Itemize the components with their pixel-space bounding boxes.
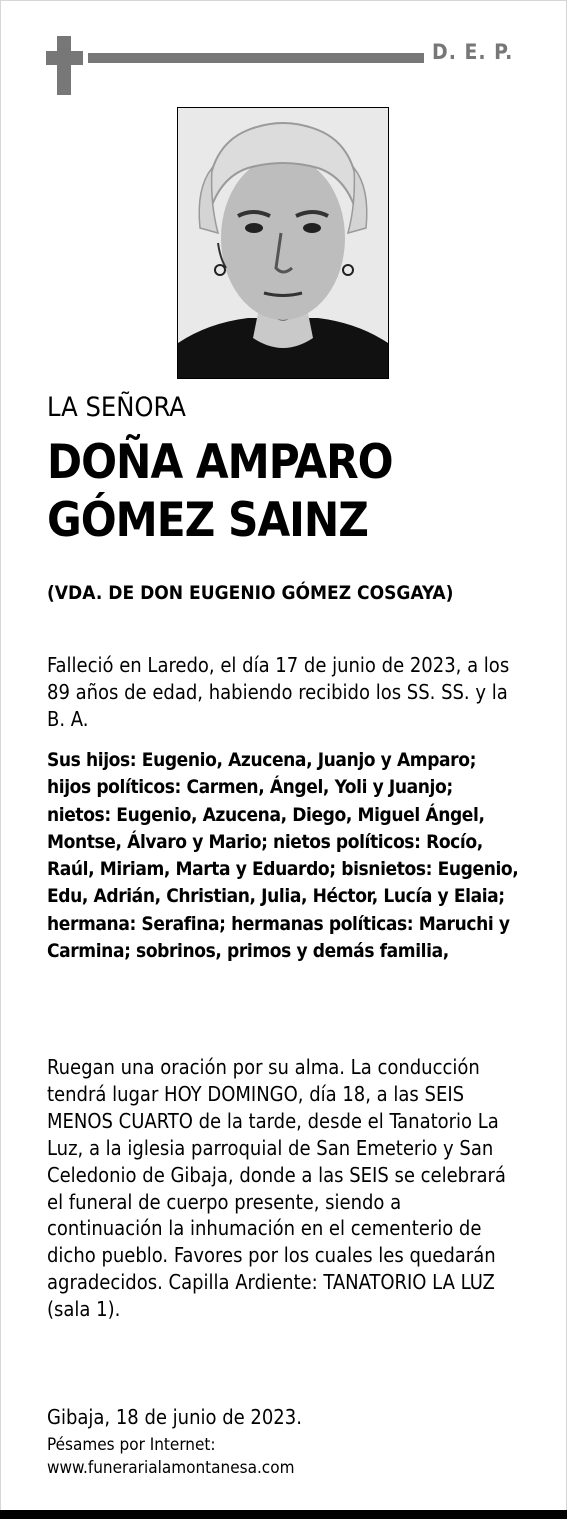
place-date: Gibaja, 18 de junio de 2023. — [47, 1405, 302, 1429]
death-details: Falleció en Laredo, el día 17 de junio de 2023, a los 89 años de edad, habiendo recibido los SS. SS. y la B. A. — [47, 653, 510, 731]
family-list: Sus hijos: Eugenio, Azucena, Juanjo y Amparo; hijos políticos: Carmen, Ángel, Yoli y Juanjo; nietos: Eugenio, Azucena, Diego, Miguel Ángel, Montse, Álvaro y Mario; nietos políticos: Rocío, Raúl, Miriam, Marta y Eduardo; bisnietos: Eugenio, Edu, Adrián, Christian, Julia, Héctor, Lucía y Elaia; hermana: Serafina; hermanas políticas: Maruchi y Carmina; sobrinos, primos y demás familia, — [47, 749, 519, 963]
ceremony-details: Ruegan una oración por su alma. La conducción tendrá lugar HOY DOMINGO, día 18, a las SEIS MENOS CUARTO de la tarde, desde el Tanatorio La Luz, a la iglesia parroquial de San Emeterio y San Celedonio de Gibaja, donde a las SEIS se celebrará el funeral de cuerpo presente, siendo a continuación la inhumación en el cementerio de dicho pueblo. Favores por los cuales les quedarán agradecidos. Capilla Ardiente: TANATORIO LA LUZ (sala 1). — [47, 1055, 506, 1322]
dep-label: D. E. P. — [432, 40, 514, 64]
widow-of: (VDA. DE DON EUGENIO GÓMEZ COSGAYA) — [47, 582, 454, 604]
title-label: LA SEÑORA — [47, 392, 186, 423]
condolences-url[interactable]: www.funerarialamontanesa.com — [47, 1458, 295, 1478]
condolences-label: Pésames por Internet: — [47, 1435, 216, 1455]
bottom-bar — [0, 1510, 567, 1519]
deceased-name: DOÑA AMPARO GÓMEZ SAINZ — [47, 435, 393, 548]
header-rule — [88, 53, 424, 63]
portrait-photo — [177, 107, 389, 379]
